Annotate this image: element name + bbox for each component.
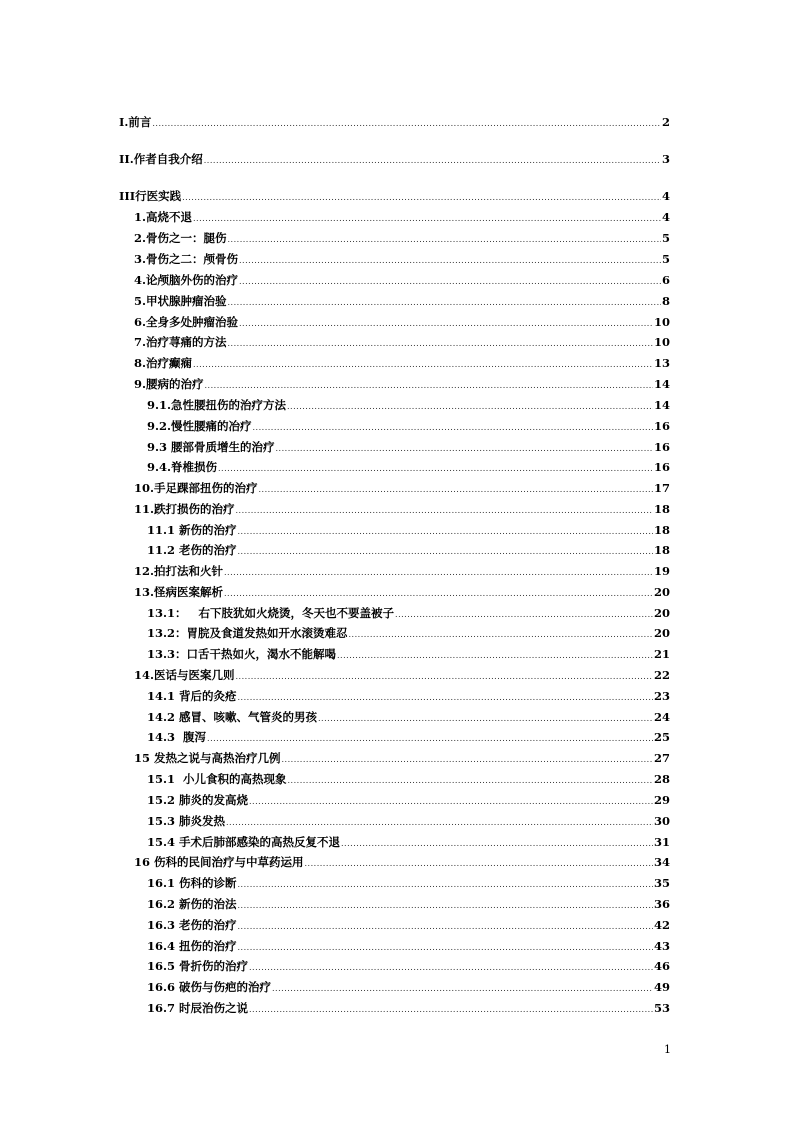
toc-leader-dots: [318, 711, 653, 727]
toc-leader-dots: [224, 586, 653, 602]
toc-entry-title: 9.1.急性腰扭伤的治疗方法: [147, 398, 287, 412]
toc-entry[interactable]: [147, 397, 670, 413]
page-number: 1: [664, 1043, 671, 1056]
toc-entry-page: 24: [653, 710, 670, 724]
toc-entry-page: 29: [653, 793, 670, 807]
toc-leader-dots: [249, 1002, 653, 1018]
toc-entry-page: 43: [653, 939, 670, 953]
toc-entry-page: 28: [653, 772, 670, 786]
toc-entry-page: 42: [653, 918, 670, 932]
toc-leader-dots: [249, 794, 653, 810]
toc-entry-title: 4.论颅脑外伤的治疗: [134, 273, 239, 287]
toc-leader-dots: [272, 981, 653, 997]
toc-entry-title: 12.拍打法和火针: [134, 564, 224, 578]
toc-entry-page: 4: [661, 189, 670, 203]
toc-entry-title: 16.2 新伤的治法: [147, 897, 237, 911]
toc-entry-page: 3: [661, 152, 670, 166]
toc-entry[interactable]: [134, 854, 670, 870]
toc-entry[interactable]: [134, 480, 670, 496]
toc-entry-title: 10.手足踝部扭伤的治疗: [134, 481, 258, 495]
toc-entry-title: 15.4 手术后肺部感染的高热反复不退: [147, 835, 341, 849]
toc-entry-page: 49: [653, 980, 670, 994]
toc-entry-title: 13.怪病医案解析: [134, 585, 224, 599]
toc-entry[interactable]: [134, 355, 670, 371]
toc-entry-page: 16: [653, 440, 670, 454]
toc-entry[interactable]: [119, 151, 670, 167]
toc-leader-dots: [337, 648, 653, 664]
toc-entry-title: 13.1： 右下肢犹如火烧烫，冬天也不要盖被子: [147, 606, 395, 620]
toc-entry-page: 22: [653, 668, 670, 682]
toc-entry-page: 18: [653, 543, 670, 557]
toc-entry-page: 19: [653, 564, 670, 578]
toc-entry[interactable]: [147, 605, 670, 621]
toc-entry-title: 15.1 小儿食积的高热现象: [147, 772, 287, 786]
toc-leader-dots: [228, 232, 661, 248]
toc-leader-dots: [395, 607, 653, 623]
toc-entry[interactable]: [134, 272, 670, 288]
toc-entry[interactable]: [147, 938, 670, 954]
toc-leader-dots: [253, 420, 653, 436]
toc-leader-dots: [205, 378, 653, 394]
toc-leader-dots: [305, 856, 653, 872]
toc-entry-page: 20: [653, 606, 670, 620]
toc-entry[interactable]: [147, 646, 670, 662]
toc-entry[interactable]: [147, 834, 670, 850]
toc-entry-title: III行医实践: [119, 189, 182, 203]
toc-entry-title: 15 发热之说与高热治疗几例: [134, 751, 281, 765]
toc-entry-page: 8: [661, 294, 670, 308]
toc-entry-page: 31: [653, 835, 670, 849]
toc-entry-title: 7.治疗荨痛的方法: [134, 335, 227, 349]
toc-entry-page: 35: [653, 876, 670, 890]
toc-leader-dots: [276, 441, 653, 457]
toc-leader-dots: [218, 461, 653, 477]
toc-leader-dots: [193, 357, 653, 373]
toc-leader-dots: [228, 336, 653, 352]
toc-entry[interactable]: [134, 750, 670, 766]
toc-leader-dots: [249, 960, 653, 976]
toc-entry[interactable]: [147, 709, 670, 725]
toc-entry-title: 14.3 腹泻: [147, 730, 207, 744]
toc-leader-dots: [239, 253, 661, 269]
toc-entry-title: 14.1 背后的灸疮: [147, 689, 237, 703]
toc-leader-dots: [238, 877, 653, 893]
toc-entry-page: 5: [661, 252, 670, 266]
toc-entry-title: 6.全身多处肿瘤治验: [134, 315, 239, 329]
toc-entry-title: 5.甲状腺肿瘤治验: [134, 294, 227, 308]
toc-leader-dots: [226, 815, 653, 831]
toc-entry-page: 23: [653, 689, 670, 703]
toc-entry-title: I.前言: [119, 115, 152, 129]
toc-leader-dots: [238, 544, 653, 560]
toc-entry-title: 3.骨伤之二：颅骨伤: [134, 252, 239, 266]
toc-entry-page: 6: [661, 273, 670, 287]
toc-leader-dots: [238, 524, 653, 540]
toc-leader-dots: [282, 752, 653, 768]
toc-entry-title: 16.6 破伤与伤疤的治疗: [147, 980, 272, 994]
toc-entry[interactable]: [147, 439, 670, 455]
toc-leader-dots: [239, 316, 653, 332]
toc-entry-page: 4: [661, 210, 670, 224]
toc-entry[interactable]: [134, 293, 670, 309]
toc-entry-title: 16.7 时辰治伤之说: [147, 1001, 249, 1015]
toc-entry-page: 13: [653, 356, 670, 370]
toc-leader-dots: [239, 274, 661, 290]
toc-leader-dots: [287, 399, 653, 415]
toc-entry-page: 2: [661, 115, 670, 129]
toc-entry-page: 20: [653, 585, 670, 599]
toc-entry[interactable]: [147, 813, 670, 829]
toc-leader-dots: [238, 690, 653, 706]
toc-entry-page: 21: [653, 647, 670, 661]
toc-leader-dots: [236, 503, 653, 519]
toc-entry-title: 14.医话与医案几则: [134, 668, 235, 682]
toc-entry-title: 16 伤科的民间治疗与中草药运用: [134, 855, 304, 869]
toc-entry[interactable]: [147, 896, 670, 912]
toc-entry-title: 11.2 老伤的治疗: [147, 543, 237, 557]
toc-entry[interactable]: [147, 979, 670, 995]
toc-entry-title: 9.4.脊椎损伤: [147, 460, 218, 474]
toc-entry[interactable]: [147, 792, 670, 808]
toc-entry[interactable]: [147, 958, 670, 974]
toc-entry-page: 34: [653, 855, 670, 869]
toc-entry[interactable]: [134, 563, 670, 579]
toc-leader-dots: [238, 898, 653, 914]
toc-leader-dots: [204, 153, 661, 169]
toc-entry-page: 18: [653, 523, 670, 537]
toc-leader-dots: [228, 295, 661, 311]
toc-entry-title: 11.跌打损伤的治疗: [134, 502, 235, 516]
toc-leader-dots: [182, 190, 661, 206]
toc-entry-page: 5: [661, 231, 670, 245]
toc-entry-title: 1.高烧不退: [134, 210, 193, 224]
toc-entry[interactable]: [134, 667, 670, 683]
toc-entry[interactable]: [147, 459, 670, 475]
toc-entry-page: 10: [653, 315, 670, 329]
toc-entry[interactable]: [147, 917, 670, 933]
toc-entry-page: 27: [653, 751, 670, 765]
toc-entry[interactable]: [119, 114, 670, 130]
toc-entry-page: 17: [653, 481, 670, 495]
toc-entry[interactable]: [147, 1000, 670, 1016]
toc-entry[interactable]: [134, 501, 670, 517]
toc-leader-dots: [341, 836, 653, 852]
toc-leader-dots: [238, 940, 653, 956]
toc-entry[interactable]: [134, 584, 670, 600]
toc-leader-dots: [236, 669, 653, 685]
toc-entry-title: 16.5 骨折伤的治疗: [147, 959, 249, 973]
toc-entry-title: 13.3：口舌干热如火，渴水不能解喝: [147, 647, 337, 661]
toc-entry-title: 11.1 新伤的治疗: [147, 523, 237, 537]
toc-entry-title: 14.2 感冒、咳嗽、气管炎的男孩: [147, 710, 318, 724]
toc-leader-dots: [152, 116, 661, 132]
toc-entry-title: 8.治疗癫痫: [134, 356, 193, 370]
toc-entry-page: 16: [653, 460, 670, 474]
toc-entry-title: 15.3 肺炎发热: [147, 814, 226, 828]
toc-entry[interactable]: [134, 251, 670, 267]
toc-leader-dots: [207, 731, 653, 747]
toc-entry-page: 30: [653, 814, 670, 828]
toc-entry[interactable]: [119, 188, 670, 204]
toc-entry[interactable]: [134, 209, 670, 225]
toc-entry[interactable]: [147, 688, 670, 704]
toc-entry[interactable]: [134, 230, 670, 246]
toc-entry-title: II.作者自我介绍: [119, 152, 203, 166]
toc-entry-title: 16.1 伤科的诊断: [147, 876, 237, 890]
toc-leader-dots: [349, 627, 653, 643]
toc-entry-title: 9.腰病的治疗: [134, 377, 204, 391]
toc-entry[interactable]: [134, 376, 670, 392]
toc-leader-dots: [224, 565, 653, 581]
toc-entry[interactable]: [147, 729, 670, 745]
toc-entry[interactable]: [147, 542, 670, 558]
toc-entry[interactable]: [134, 314, 670, 330]
toc-entry-page: 53: [653, 1001, 670, 1015]
toc-entry-page: 20: [653, 626, 670, 640]
toc-entry-page: 16: [653, 419, 670, 433]
toc-leader-dots: [193, 211, 661, 227]
toc-entry-page: 10: [653, 335, 670, 349]
toc-entry[interactable]: [147, 771, 670, 787]
toc-entry-title: 16.3 老伤的治疗: [147, 918, 237, 932]
toc-entry-page: 46: [653, 959, 670, 973]
toc-entry-title: 9.3 腰部骨质增生的治疗: [147, 440, 275, 454]
toc-entry[interactable]: [147, 418, 670, 434]
toc-entry-title: 2.骨伤之一：腿伤: [134, 231, 227, 245]
toc-entry-title: 15.2 肺炎的发高烧: [147, 793, 249, 807]
toc-entry-page: 36: [653, 897, 670, 911]
toc-entry[interactable]: [147, 875, 670, 891]
toc-leader-dots: [288, 773, 653, 789]
toc-entry-title: 9.2.慢性腰痛的冶疗: [147, 419, 252, 433]
toc-leader-dots: [259, 482, 653, 498]
toc-entry-page: 14: [653, 398, 670, 412]
toc-entry-page: 14: [653, 377, 670, 391]
toc-entry[interactable]: [147, 625, 670, 641]
toc-entry[interactable]: [134, 334, 670, 350]
toc-leader-dots: [238, 919, 653, 935]
toc-entry-page: 25: [653, 730, 670, 744]
toc-entry-page: 18: [653, 502, 670, 516]
toc-entry-title: 16.4 扭伤的治疗: [147, 939, 237, 953]
toc-entry[interactable]: [147, 522, 670, 538]
toc-entry-title: 13.2：胃脘及食道发热如开水滚烫难忍: [147, 626, 348, 640]
